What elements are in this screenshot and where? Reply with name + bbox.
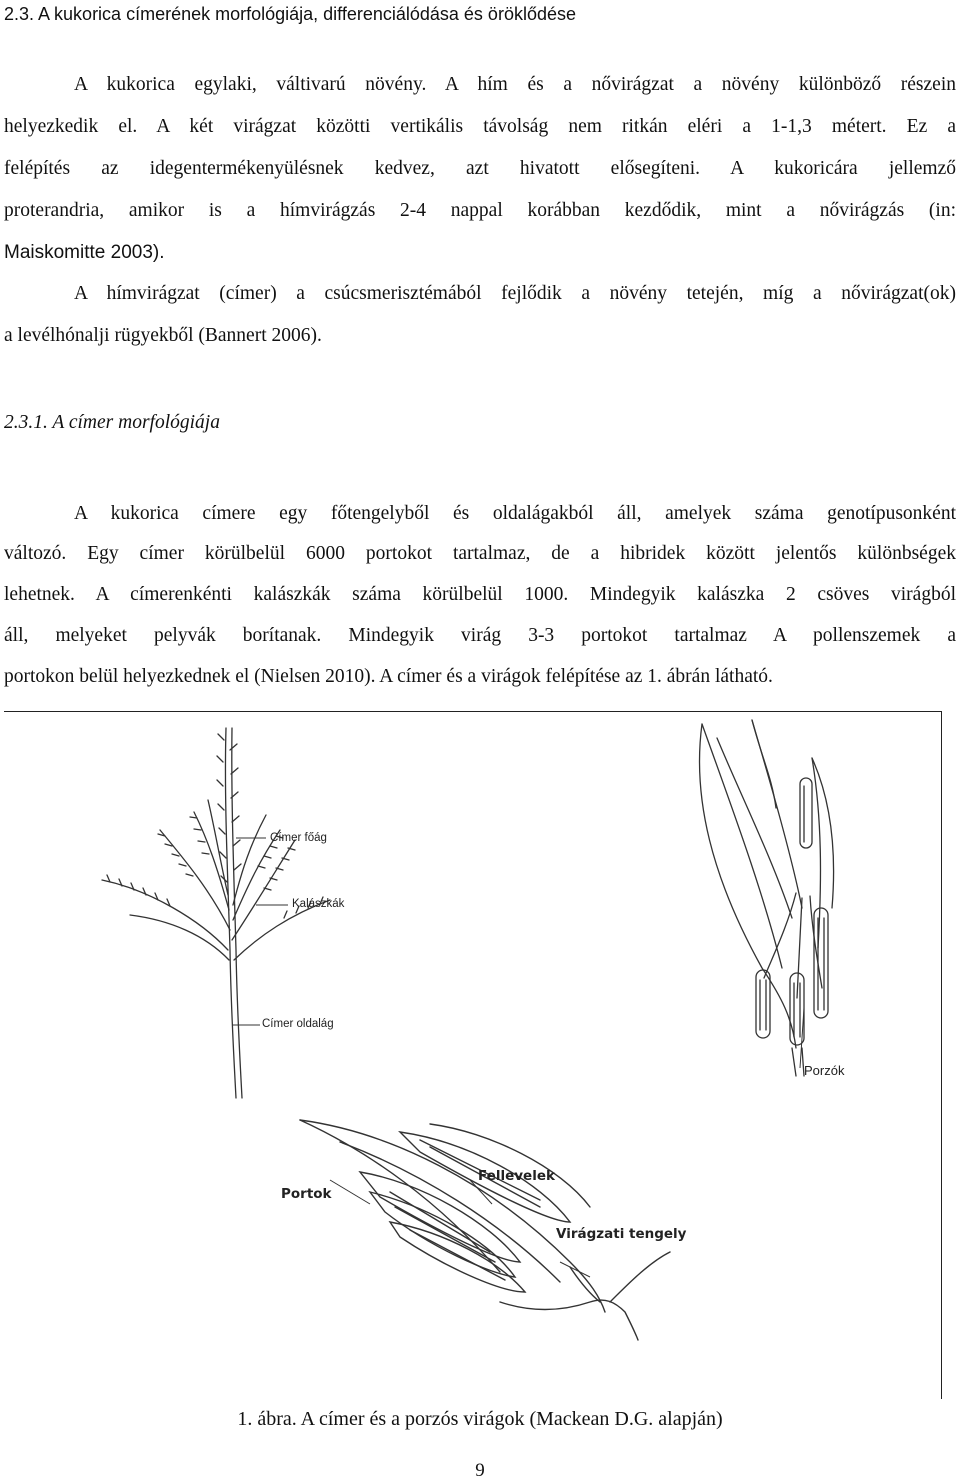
label-fellevelek: Fellevelek (478, 1168, 555, 1184)
para3-line-1: A kukorica címere egy főtengelyből és oldalágakból áll, amelyek száma genotípusonként (74, 503, 956, 524)
label-portok: Portok (281, 1186, 332, 1202)
label-porzok: Porzók (804, 1063, 845, 1078)
figure-caption: 1. ábra. A címer és a porzós virágok (Mackean D.G. alapján) (237, 1408, 723, 1430)
subsection-heading: 2.3.1. A címer morfológiája (4, 412, 220, 433)
para1-line-3: felépítés az idegentermékenyülésnek kedvez, azt hivatott elősegíteni. A kukoricára jellemző (4, 158, 956, 179)
label-cimer-foag: Címer főág (270, 832, 327, 844)
tassel-illustration (90, 720, 340, 1100)
para1-line-5: Maiskomitte 2003). (4, 242, 165, 263)
para3-line-2: változó. Egy címer körülbelül 6000 portokot tartalmaz, de a hibridek között jelentős különbségek (4, 543, 956, 564)
section-heading: 2.3. A kukorica címerének morfológiája, differenciálódása és öröklődése (4, 4, 576, 24)
para3-line-4: áll, melyeket pelyvák borítanak. Mindegyik virág 3-3 portokot tartalmaz A pollenszemek a (4, 625, 956, 646)
para1-line-1: A kukorica egylaki, váltivarú növény. A hím és a nővirágzat a növény különböző részein (74, 74, 956, 95)
para1-line-2: helyezkedik el. A két virágzat közötti vertikális távolság nem ritkán eléri a 1-1,3 métert. Ez a (4, 116, 956, 137)
para1-line-4: proterandria, amikor is a hímvirágzás 2-4 nappal korábban kezdődik, mint a nővirágzás (in: (4, 200, 956, 221)
para3-line-5: portokon belül helyezkednek el (Nielsen 2010). A címer és a virágok felépítése az 1. ábrán látható. (4, 666, 773, 687)
para3-line-3: lehetnek. A címerenkénti kalászkák száma körülbelül 1000. Mindegyik kalászka 2 csöves virágból (4, 584, 956, 605)
label-viragzati-tengely: Virágzati tengely (556, 1226, 687, 1242)
label-cimer-oldalag: Címer oldalág (262, 1018, 334, 1030)
stamens-illustration (672, 718, 872, 1078)
page-number: 9 (475, 1460, 485, 1481)
para2-line-2: a levélhónalji rügyekből (Bannert 2006). (4, 325, 322, 346)
para2-line-1: A hímvirágzat (címer) a csúcsmerisztémából fejlődik a növény tetején, míg a nővirágzat(ok) (74, 283, 956, 304)
label-kalaszkak: Kalászkák (292, 898, 345, 910)
